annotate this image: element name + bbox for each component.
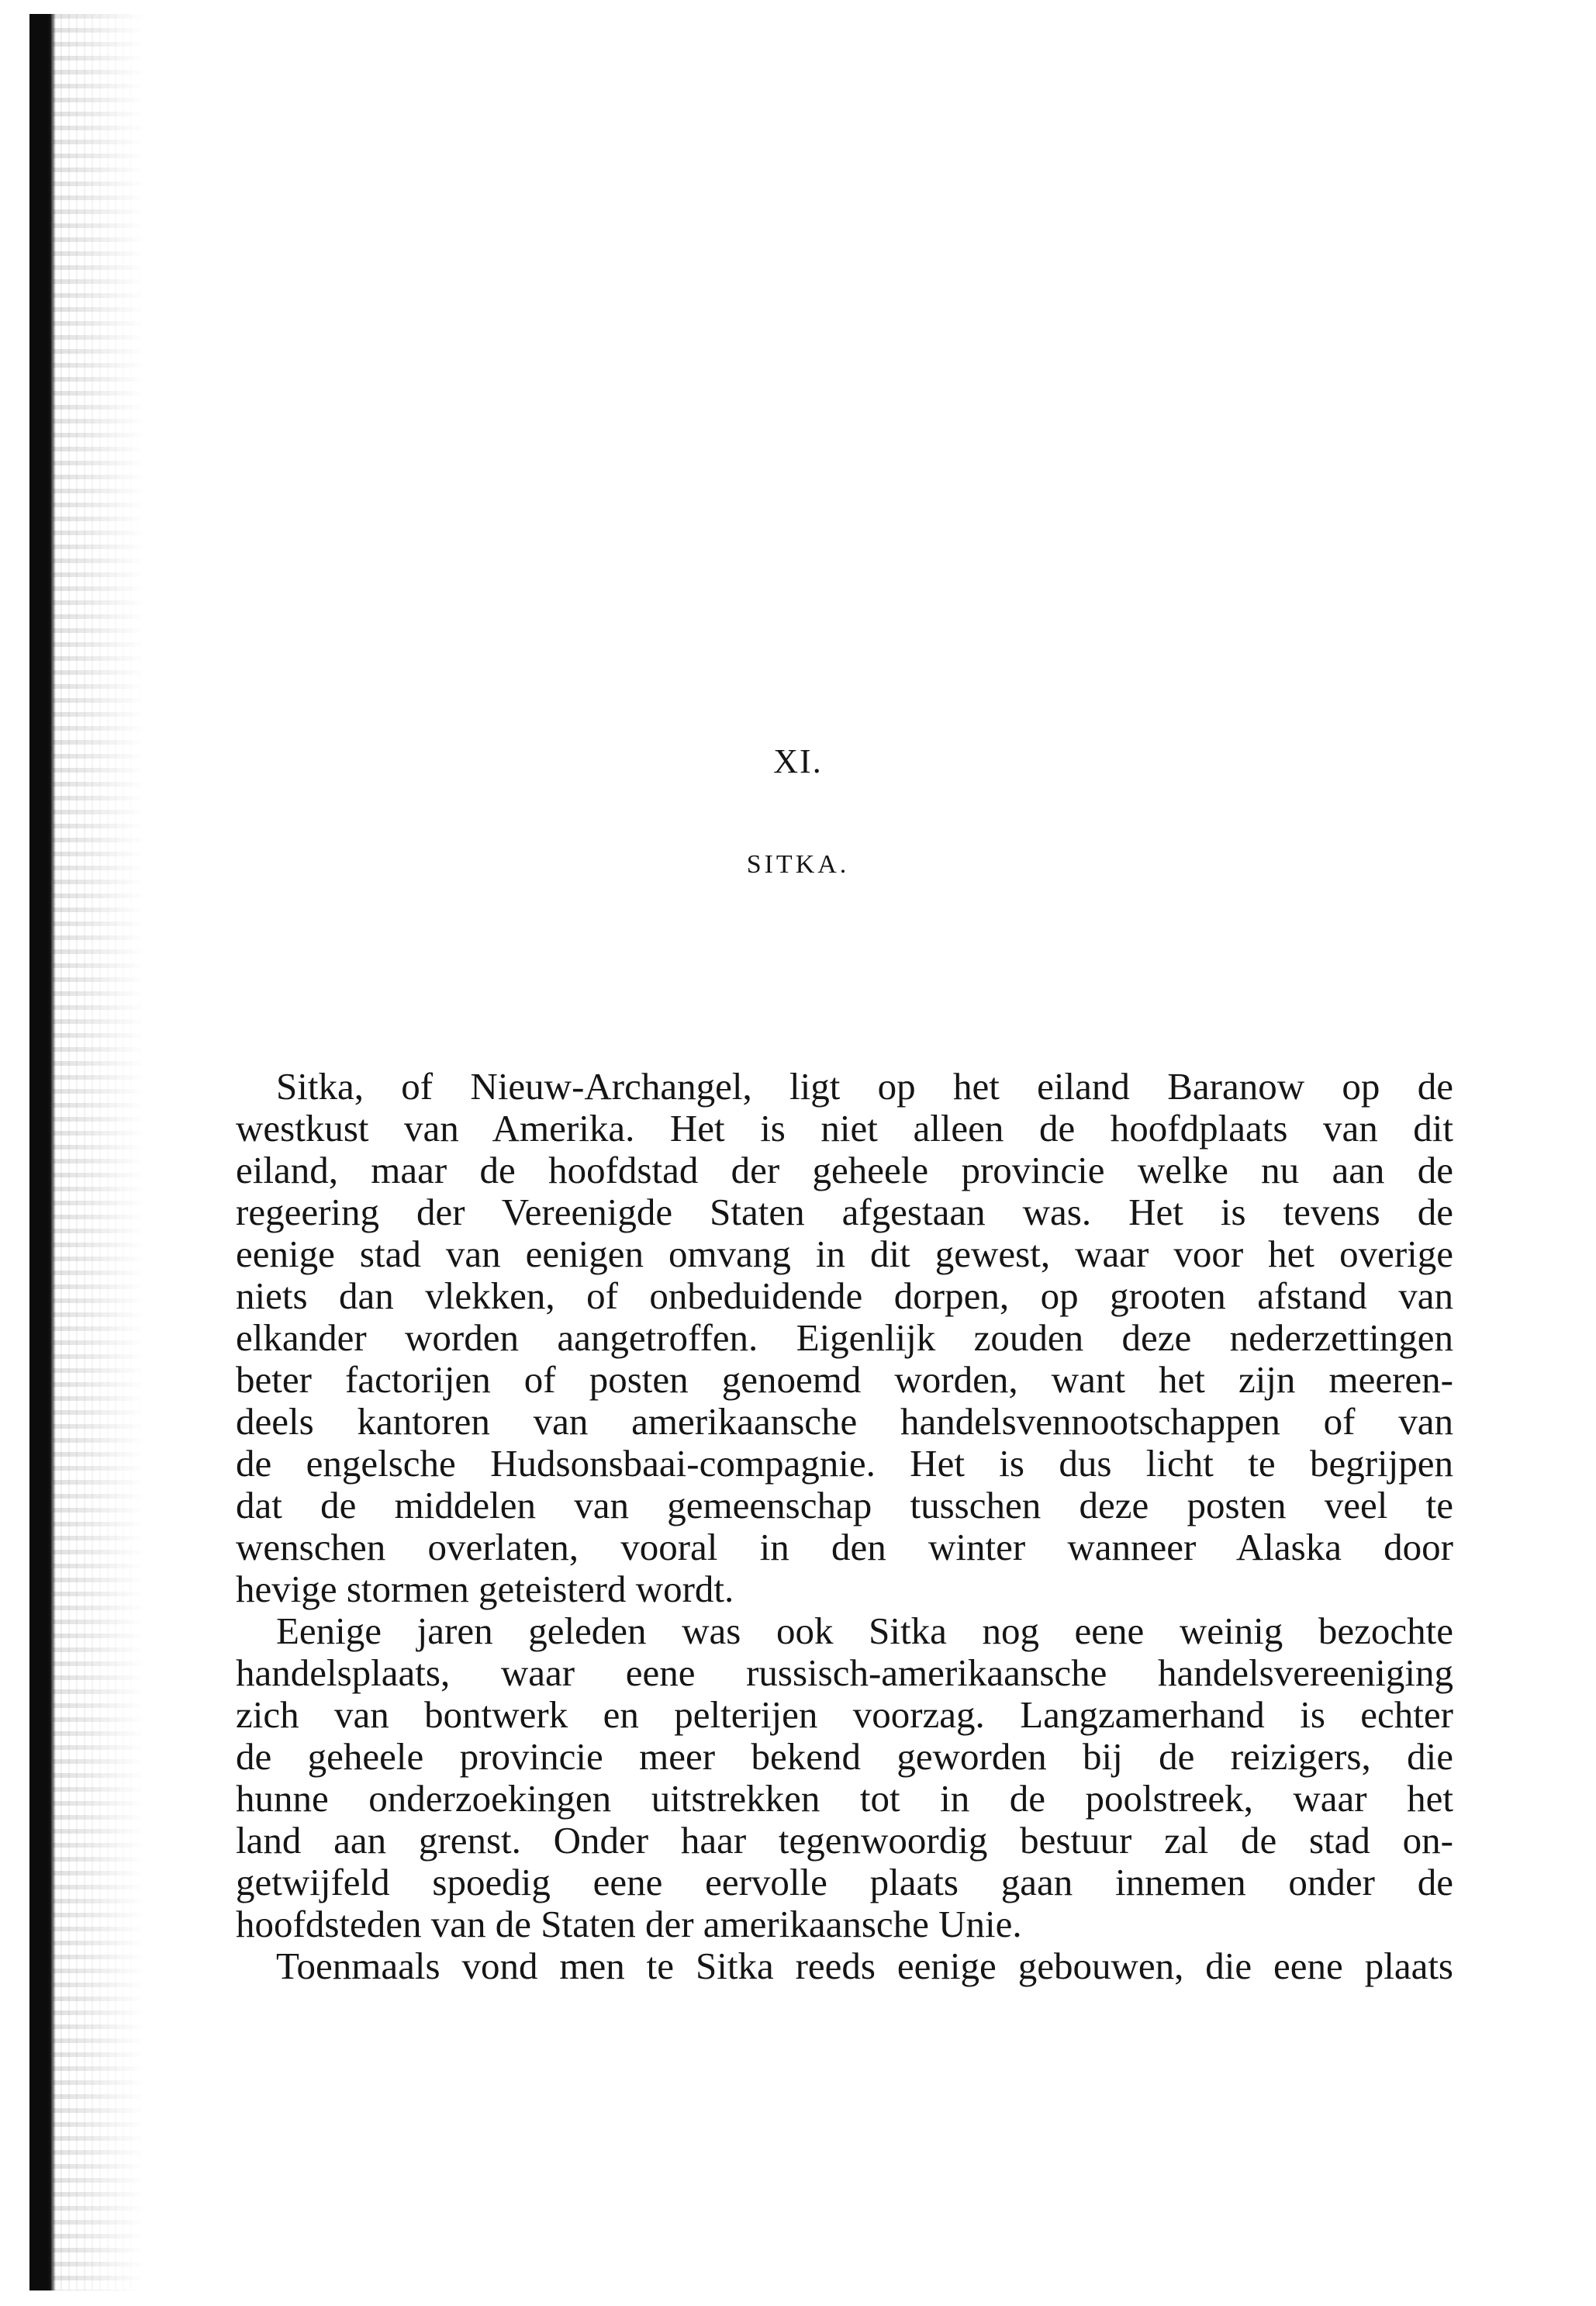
text-line: land aan grenst. Onder haar tegenwoordig bestuur zal de stad on- xyxy=(236,1820,1453,1862)
text-line: Sitka, of Nieuw-Archangel, ligt op het eiland Baranow op de xyxy=(276,1066,1453,1108)
text-line: eenige stad van eenigen omvang in dit gewest, waar voor het overige xyxy=(236,1233,1453,1275)
text-line: elkander worden aangetroffen. Eigenlijk zouden deze nederzettingen xyxy=(236,1317,1453,1359)
text-line: getwijfeld spoedig eene eervolle plaats gaan innemen onder de xyxy=(236,1862,1453,1903)
text-line: hunne onderzoekingen uitstrekken tot in de poolstreek, waar het xyxy=(236,1778,1453,1820)
text-line: regeering der Vereenigde Staten afgestaan was. Het is tevens de xyxy=(236,1191,1453,1233)
text-line: Eenige jaren geleden was ook Sitka nog eene weinig bezochte xyxy=(276,1610,1453,1652)
text-line: deels kantoren van amerikaansche handelsvennootschappen of van xyxy=(236,1401,1453,1443)
body-text xyxy=(236,1066,1453,1987)
text-line: handelsplaats, waar eene russisch-amerikaansche handelsvereeniging xyxy=(236,1652,1453,1694)
chapter-title: SITKA. xyxy=(746,850,850,879)
binding-shadow xyxy=(29,14,56,2290)
text-line: de engelsche Hudsonsbaai-compagnie. Het is dus licht te begrijpen xyxy=(236,1443,1453,1485)
text-line: westkust van Amerika. Het is niet alleen de hoofdplaats van dit xyxy=(236,1108,1453,1150)
text-line: eiland, maar de hoofdstad der geheele provincie welke nu aan de xyxy=(236,1150,1453,1191)
chapter-number: XI. xyxy=(773,742,823,780)
scan-noise xyxy=(53,14,146,2290)
text-line: beter factorijen of posten genoemd worden, want het zijn meeren- xyxy=(236,1359,1453,1401)
text-line: wenschen overlaten, vooral in den winter wanneer Alaska door xyxy=(236,1526,1453,1568)
text-line: de geheele provincie meer bekend geworden bij de reizigers, die xyxy=(236,1736,1453,1778)
text-line: dat de middelen van gemeenschap tusschen deze posten veel te xyxy=(236,1485,1453,1526)
text-line: hevige stormen geteisterd wordt. xyxy=(236,1568,734,1610)
text-line: hoofdsteden van de Staten der amerikaansche Unie. xyxy=(236,1903,1022,1945)
text-line: niets dan vlekken, of onbeduidende dorpen, op grooten afstand van xyxy=(236,1275,1453,1317)
text-line: Toenmaals vond men te Sitka reeds eenige gebouwen, die eene plaats xyxy=(276,1945,1453,1987)
text-line: zich van bontwerk en pelterijen voorzag. Langzamerhand is echter xyxy=(236,1694,1453,1736)
